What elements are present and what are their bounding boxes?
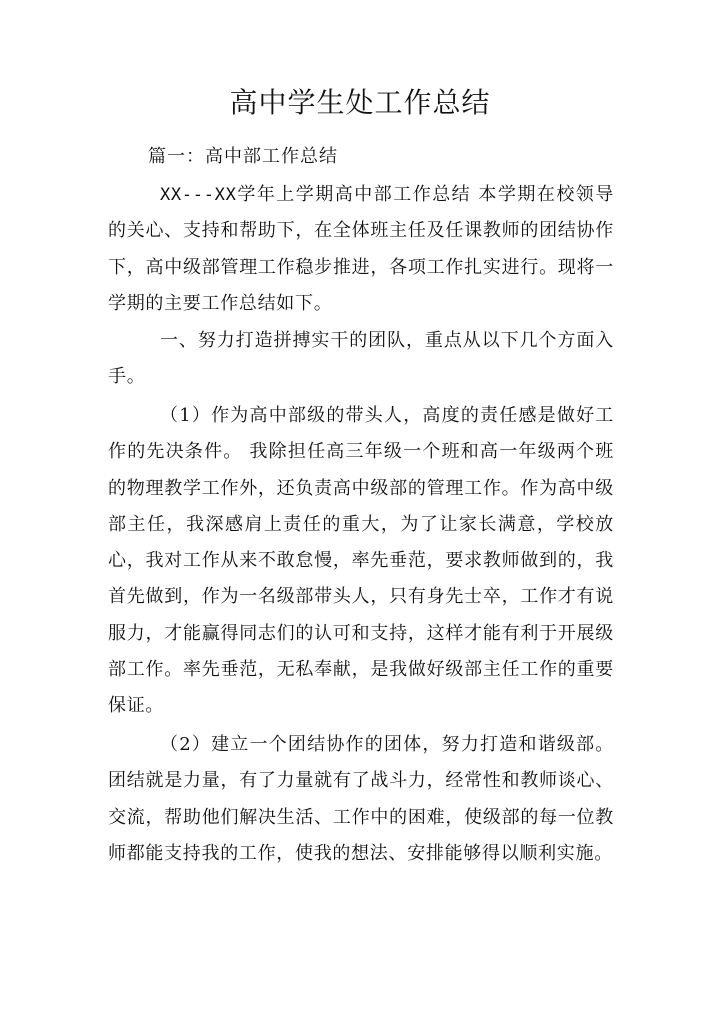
paragraph-intro bbox=[108, 177, 614, 322]
paragraph-intro-text: 学年上学期高中部工作总结 本学期在校领导的关心、支持和帮助下，在全体班主任及任课教师的团结协作下，高中级部管理工作稳步推进，各项工作扎实进行。现将一学期的主要工作总结如下。 bbox=[108, 184, 614, 314]
school-year-code: XX---XX bbox=[160, 185, 237, 205]
paragraph-section-one: 一、努力打造拼搏实干的团队，重点从以下几个方面入手。 bbox=[108, 330, 614, 388]
paragraph-item-2: （2）建立一个团结协作的团体，努力打造和谐级部。团结就是力量，有了力量就有了战斗力，经常性和教师谈心、交流，帮助他们解决生活、工作中的困难，使级部的每一位教师都能支持我的工作，使我的想法、安排能够得以顺利实施。 bbox=[108, 734, 614, 864]
paragraph-item-1: （1）作为高中部级的带头人，高度的责任感是做好工作的先决条件。 我除担任高三年级一个班和高一年级两个班的物理教学工作外，还负责高中级部的管理工作。作为高中级部主任，我深感肩上责任的重大，为了让家长满意，学校放心，我对工作从来不敢怠慢，率先垂范，要求教师做到的，我首先做到，作为一名级部带头人，只有身先士卒，工作才有说服力，才能赢得同志们的认可和支持，这样才能有利于开展级部工作。率先垂范，无私奉献，是我做好级部主任工作的重要保证。 bbox=[108, 405, 614, 717]
page-title: 高中学生处工作总结 bbox=[229, 86, 491, 119]
section-subtitle: 篇一：高中部工作总结 bbox=[148, 146, 338, 167]
